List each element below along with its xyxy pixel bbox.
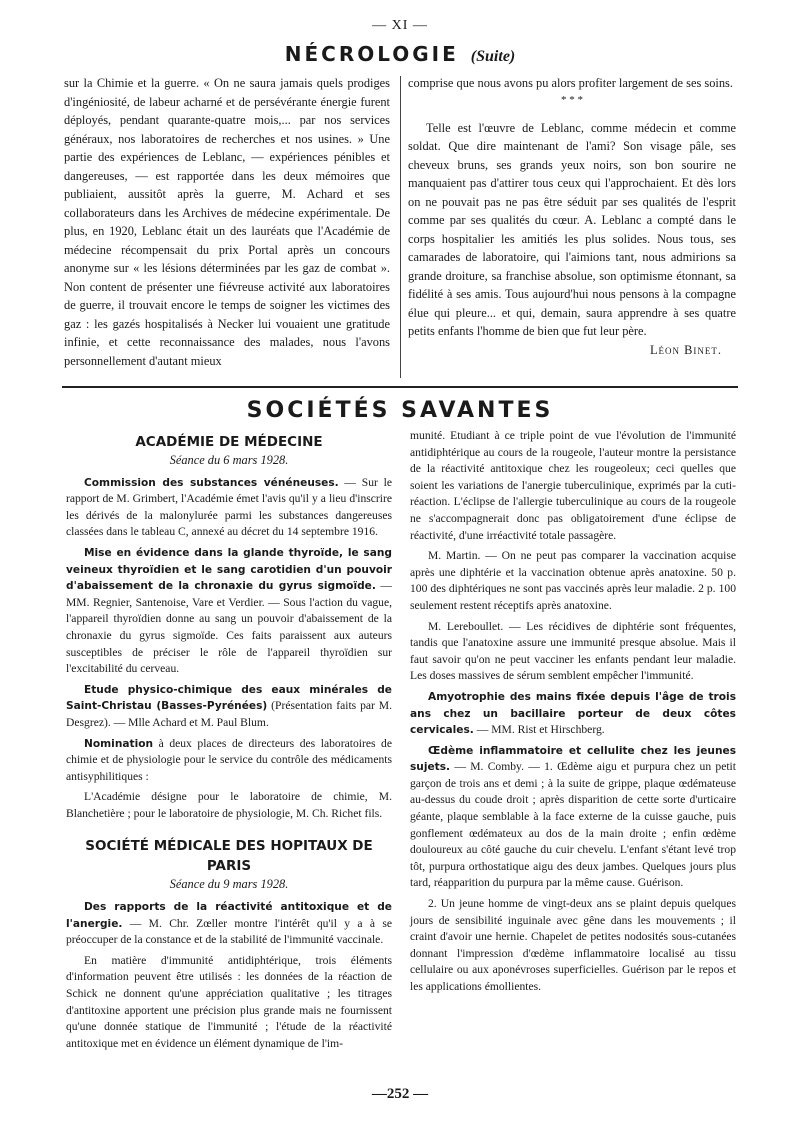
hopitaux-para-2: En matière d'immunité antidiphtérique, trois éléments d'information peuvent être utilisés : les données de la réaction de Schick ne donnent qu'une appréciation qualitative ; les titrages d'antitoxine apportent une précision plus grande mais ne fournissent qu'une donnée statique de l'immunité ; l'étude de la réactivité antitoxique met en évidence un élément dynamique de l'im- <box>66 953 392 1050</box>
right-para-6: 2. Un jeune homme de vingt-deux ans se plaint depuis quelques jours de sensibilité inguinale avec gêne dans les mouvements ; il craint d'avoir une hernie. Chapelet de petites nodosités sous-cutanées donnant l'impression d'œdème inflammatoire localisé au tissu cellulaire ou aux aponévroses superficielles. Guérison par le repos et les applications émollientes. <box>410 897 736 993</box>
right-para-3: M. Lereboullet. — Les récidives de diphtérie sont fréquentes, tandis que l'anatoxine assure une immunité presque absolue. Mais il faut savoir qu'on ne peut vacciner les enfants pendant leur maladie. Les doses massives de sérum semblent empêcher l'immunité. <box>410 619 736 683</box>
necrologie-left-column <box>64 74 390 370</box>
academie-para-2: Mise en évidence dans la glande thyroïde, le sang veineux thyroïdien et le sang carotidien d'un pouvoir d'abaissement de la chronaxie du gyrus sigmoïde. — MM. Regnier, Santenoise, Vare et Verdier. — Sous l'action du vague, l'appareil thyroïdien donne au sang un pouvoir d'abaissement de la chronaxie du gyrus sigmoïde. Ces faits paraissent aux auteurs susceptibles de préciser le rôle de l'appareil thyroïdien sur l'excitabilité du cerveau. <box>66 546 392 676</box>
academie-para-1: Commission des substances vénéneuses. — Sur le rapport de M. Grimbert, l'Académie émet l'avis qu'il y a lieu d'inscrire les dérivés de la malonylurée parmi les substances dangereuses classées dans le tableau C, annexé au décret du 14 septembre 1916. <box>66 475 392 539</box>
academie-para-3: Etude physico-chimique des eaux minérales de Saint-Christau (Basses-Pyrénées) (Présentation faits par M. Desgrez). — Mlle Achard et M. Paul Blum. <box>66 683 393 729</box>
necrologie-left-text: sur la Chimie et la guerre. « On ne saura jamais quels prodiges d'ingéniosité, de labeur acharné et de persévérante énergie furent déployés, pendant quarante-quatre mois,... par nos services généraux, nos laboratoires de recherches et nos usines. » Une partie des expériences de Leblanc, — expériences pénibles et dangereuses, — est rapportée dans les deux mémoires que publiaient, aussitôt après la guerre, M. Achard et ses collaborateurs dans les Archives de médecine expérimentale. De plus, en 1920, Leblanc était un des lauréats que l'Académie de médecine récompensait du prix Portal après un concours anonyme sur « les lésions déterminées par les gaz de combat ». Non content de présenter une fiévreuse activité aux laboratoires de guerre, il trouvait encore le temps de soigner les victimes des gaz : les gazés hospitalisés à Necker lui vouaient une gratitude infinie, et cette reconnaissance des malades, nous l'avons personnellement d'autant mieux <box>64 76 390 368</box>
right-para-2: M. Martin. — On ne peut pas comparer la vaccination acquise après une diphtérie et la vaccination obtenue après anatoxine. 50 p. 100 des diphtériques ne sont pas vaccinés après leur maladie. 2 p. 100 seulement restent réceptifs après anatoxine. <box>410 549 736 612</box>
author-signature: Léon Binet. <box>649 342 722 357</box>
page-number: —252 — <box>371 1086 429 1102</box>
academie-para-4: Nomination à deux places de directeurs des laboratoires de chimie et de physiologie pour le service du contrôle des médicaments antisyphilitiques : <box>66 736 392 783</box>
necrologie-right-top: comprise que nous avons pu alors profiter largement de ses soins. <box>408 76 733 90</box>
societes-right-column <box>410 428 736 1000</box>
academie-heading: ACADÉMIE DE MÉDECINE <box>135 434 323 450</box>
hopitaux-para-1: Des rapports de la réactivité antitoxique et de l'anergie. — M. Chr. Zœller montre l'intérêt qu'il y a à se préoccuper de la constance et de la stabilité de l'immunité vaccinale. <box>66 901 392 947</box>
right-para-4: Amyotrophie des mains fixée depuis l'âge de trois ans chez un bacillaire porteur de deux côtes cervicales. — MM. Rist et Hirschberg. <box>410 690 736 737</box>
hopitaux-seance: Séance du 9 mars 1928. <box>169 877 289 892</box>
necrologie-title: NÉCROLOGIE <box>284 42 459 66</box>
necrologie-right-main: Telle est l'œuvre de Leblanc, comme médecin et comme soldat. Que dire maintenant de l'ami? Son visage pâle, ses cheveux bruns, ses grands yeux noirs, son bon sourire ne manquaient pas d'attirer tous ceux qui l'approchaient. Et dès lors on ne pouvait pas ne pas être séduit par ses qualités de l'esprit comme par ses qualités du cœur. A. Leblanc a compté dans le corps hospitalier les amitiés les plus solides. Nous tous, ses camarades de laboratoire, qui l'aimions tant, nous admirions sa grande droiture, sa franchise absolue, son optimisme étonnant, sa fidélité à ses amis. Tous aujourd'hui nous pensons à la compagne élue qui pleure... et qui, demain, saura apprendre à ses quatre petits enfants l'homme de bien que fut leur père. <box>408 120 736 338</box>
hopitaux-heading: SOCIÉTÉ MÉDICALE DES HOPITAUX DE PARIS <box>85 838 373 875</box>
asterism: * * * <box>561 93 583 106</box>
necrologie-right-column <box>408 74 736 359</box>
right-para-1: munité. Etudiant à ce triple point de vue l'évolution de l'immunité antidiphtérique au cours de la rougeole, l'auteur montre la persistance de la réactivité antitoxique chez les rougeoleux; ceci quelles que soient les variations de l'anergie tuberculinique, exprimés par la cuti-réaction. L'éclipse de l'allergie tuberculinique au cours de la rougeole ne s'accompagnerait donc pas obligatoirement d'une éclipse de réactivité, d'une irréactivité totale passagère. <box>410 429 736 542</box>
necrologie-suffix: (Suite) <box>470 48 516 65</box>
roman-folio: — XI — <box>372 18 428 33</box>
academie-seance: Séance du 6 mars 1928. <box>169 453 289 467</box>
section-title-necrologie <box>0 42 800 66</box>
column-divider <box>400 76 401 378</box>
academie-para-5: L'Académie désigne pour le laboratoire de chimie, M. Blanchetière ; pour le laboratoire de physiologie, M. Ch. Richet fils. <box>66 790 392 820</box>
section-rule <box>62 386 738 388</box>
societes-savantes-title: SOCIÉTÉS SAVANTES <box>246 398 554 423</box>
societes-left-column <box>66 432 392 1056</box>
right-para-5: Œdème inflammatoire et cellulite chez les jeunes sujets. — M. Comby. — 1. Œdème aigu et purpura chez un petit garçon de trois ans et demi ; à la suite de grippe, plaque œdémateuse au-dessus du coude droit ; après disparition de cette sorte d'urticaire géante, plaque semblable à la face externe de la cuisse gauche, puis gonflement œdémateux au dos de la main droite ; enfin œdème douloureux au côté gauche du cuir chevelu. L'enfant s'étant levé trop tôt, purpura orthostatique aigu des deux jambes. Quelques jours plus tard, réapparition du purpura par la même cause. Guérison. <box>410 744 736 890</box>
